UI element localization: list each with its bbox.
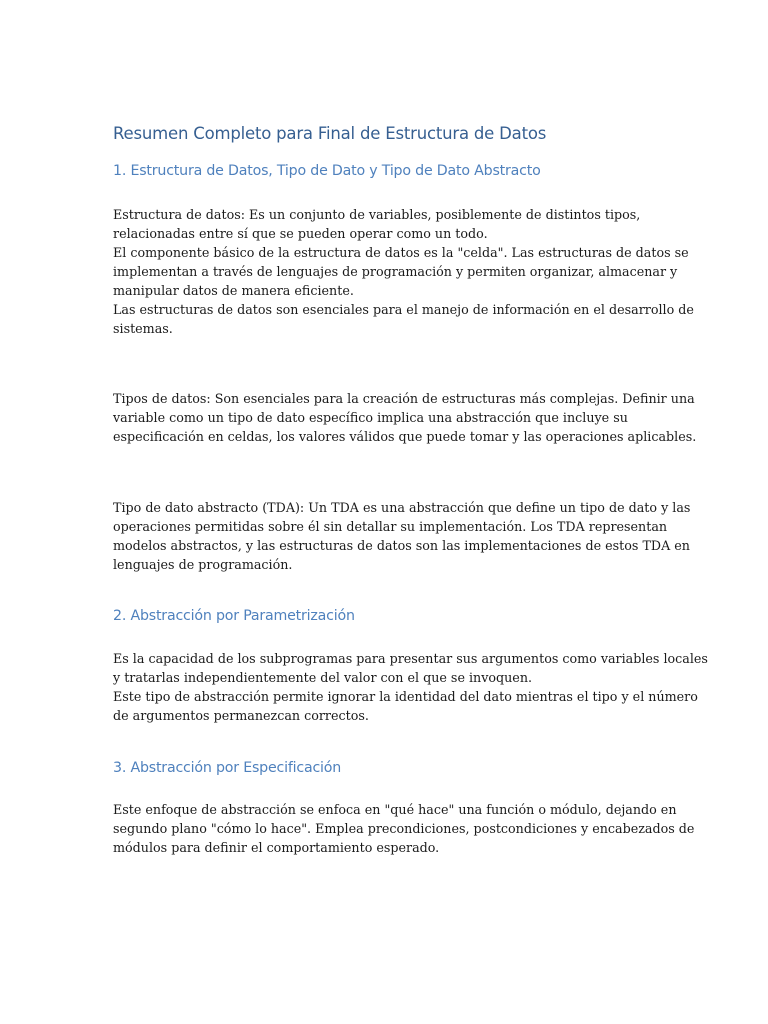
section-1-paragraph-3 <box>113 498 691 574</box>
text-line: segundo plano "cómo lo hace". Emplea precondiciones, postcondiciones y encabezados de <box>113 821 695 836</box>
text-line: variable como un tipo de dato específico implica una abstracción que incluye su <box>113 410 628 425</box>
text-line: especificación en celdas, los valores válidos que puede tomar y las operaciones aplicables. <box>113 429 697 444</box>
text-line: sistemas. <box>113 321 173 336</box>
document-title: Resumen Completo para Final de Estructura de Datos <box>113 124 547 143</box>
section-3-heading: 3. Abstracción por Especificación <box>113 760 342 776</box>
text-line: Este tipo de abstracción permite ignorar la identidad del dato mientras el tipo y el número <box>113 689 698 704</box>
section-2-heading: 2. Abstracción por Parametrización <box>113 608 355 624</box>
text-line: Este enfoque de abstracción se enfoca en "qué hace" una función o módulo, dejando en <box>113 802 677 817</box>
text-line: Estructura de datos: Es un conjunto de variables, posiblemente de distintos tipos, <box>113 207 641 222</box>
section-1-heading: 1. Estructura de Datos, Tipo de Dato y Tipo de Dato Abstracto <box>113 163 541 179</box>
text-line: y tratarlas independientemente del valor con el que se invoquen. <box>113 670 533 685</box>
text-line: relacionadas entre sí que se pueden operar como un todo. <box>113 226 488 241</box>
section-3-paragraph-1 <box>113 800 695 857</box>
text-line: El componente básico de la estructura de datos es la "celda". Las estructuras de datos se <box>113 245 689 260</box>
text-line: Es la capacidad de los subprogramas para presentar sus argumentos como variables locales <box>113 651 708 666</box>
text-line: módulos para definir el comportamiento esperado. <box>113 840 440 855</box>
section-1-paragraph-1 <box>113 205 694 338</box>
section-1-paragraph-2 <box>113 389 697 446</box>
text-line: manipular datos de manera eficiente. <box>113 283 354 298</box>
text-line: de argumentos permanezcan correctos. <box>113 708 369 723</box>
section-2-paragraph-1 <box>113 649 708 725</box>
text-line: operaciones permitidas sobre él sin detallar su implementación. Los TDA representan <box>113 519 668 534</box>
text-line: modelos abstractos, y las estructuras de datos son las implementaciones de estos TDA en <box>113 538 690 553</box>
text-line: Las estructuras de datos son esenciales para el manejo de información en el desarrollo de <box>113 302 694 317</box>
text-line: Tipos de datos: Son esenciales para la creación de estructuras más complejas. Definir una <box>113 391 695 406</box>
text-line: Tipo de dato abstracto (TDA): Un TDA es una abstracción que define un tipo de dato y las <box>113 500 691 515</box>
text-line: lenguajes de programación. <box>113 557 293 572</box>
text-line: implementan a través de lenguajes de programación y permiten organizar, almacenar y <box>113 264 678 279</box>
